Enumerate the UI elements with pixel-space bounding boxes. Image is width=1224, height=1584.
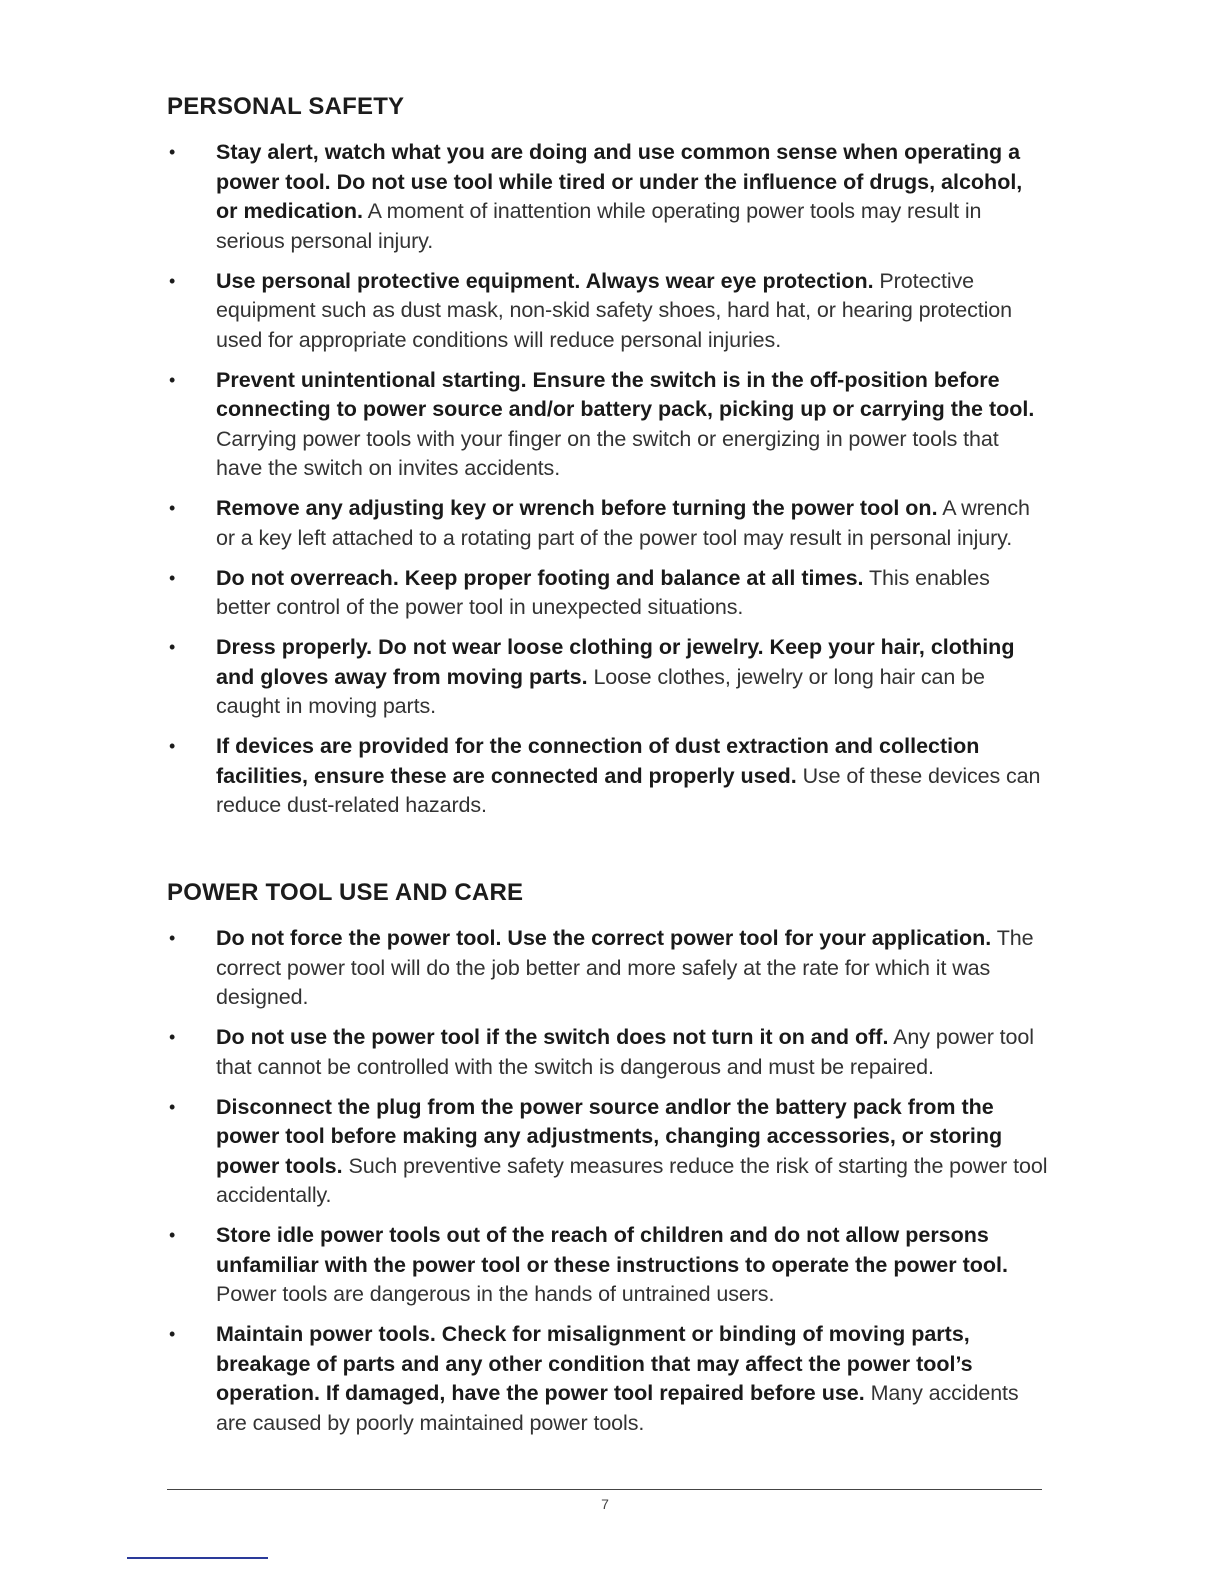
item-body-text: The correct power tool will do the job better and more safely at the rate for which it was designed. bbox=[216, 926, 1034, 1009]
item-body-text: Use of these devices can reduce dust-related hazards. bbox=[216, 763, 1041, 817]
list-item bbox=[167, 494, 1048, 553]
bullet-icon: • bbox=[169, 1324, 176, 1344]
bullet-icon: • bbox=[169, 142, 176, 162]
list-item bbox=[167, 1320, 1048, 1438]
item-body-text: Power tools are dangerous in the hands of untrained users. bbox=[216, 1282, 775, 1306]
list-item bbox=[167, 1221, 1048, 1310]
bullet-icon: • bbox=[169, 270, 176, 291]
bullet-icon: • bbox=[169, 369, 176, 390]
item-body-text: Protective equipment such as dust mask, non-skid safety shoes, hard hat, or hearing protection used for appropriate conditions will reduce personal injuries. bbox=[216, 268, 1013, 352]
blue-line-mark bbox=[127, 1557, 268, 1559]
item-body-text: Such preventive safety measures reduce the risk of starting the power tool accidentally. bbox=[216, 1153, 1048, 1207]
item-body-text: Carrying power tools with your finger on the switch or energizing in power tools that have the switch on invites accidents. bbox=[216, 426, 999, 480]
item-bold-text: Maintain power tools. Check for misalignment or binding of moving parts, breakage of parts and any other condition that may affect the power tool’s operation. If damaged, have the power tool repaired before use. bbox=[216, 1322, 973, 1405]
item-body-text: A moment of inattention while operating power tools may result in serious personal injury. bbox=[216, 199, 982, 253]
item-bold-text: Stay alert, watch what you are doing and use common sense when operating a power tool. Do not use tool while tired or under the influence of drugs, alcohol, or medication. bbox=[216, 140, 1023, 223]
item-bold-text: Remove any adjusting key or wrench before turning the power tool on. bbox=[216, 496, 938, 520]
item-body-text: Many accidents are caused by poorly maintained power tools. bbox=[216, 1381, 1019, 1435]
bullet-icon: • bbox=[169, 567, 176, 588]
list-item bbox=[167, 564, 1048, 623]
bullet-icon: • bbox=[169, 498, 176, 518]
item-bold-text: If devices are provided for the connection of dust extraction and collection facilities, ensure these are connected and properly used. bbox=[216, 734, 980, 788]
bullet-list bbox=[167, 924, 1047, 1438]
bullet-list bbox=[167, 138, 1047, 821]
item-bold-text: Prevent unintentional starting. Ensure the switch is in the off-position before connecting to power source and/or battery pack, picking up or carrying the tool. bbox=[216, 367, 1035, 421]
footer-rule bbox=[167, 1489, 1042, 1490]
item-body-text: A wrench or a key left attached to a rotating part of the power tool may result in personal injury. bbox=[216, 496, 1030, 550]
list-item bbox=[167, 924, 1048, 1013]
section-power-tool-use-and-care bbox=[167, 878, 1047, 1449]
bullet-icon: • bbox=[169, 928, 176, 948]
list-item bbox=[167, 267, 1048, 356]
list-item bbox=[167, 138, 1048, 256]
section-heading: PERSONAL SAFETY bbox=[167, 93, 405, 120]
list-item bbox=[167, 1023, 1048, 1082]
item-body-text: Loose clothes, jewelry or long hair can be caught in moving parts. bbox=[216, 664, 985, 718]
item-bold-text: Do not use the power tool if the switch does not turn it on and off. bbox=[216, 1025, 889, 1049]
item-body-text: This enables better control of the power tool in unexpected situations. bbox=[216, 565, 990, 619]
bullet-icon: • bbox=[169, 637, 176, 657]
item-bold-text: Do not overreach. Keep proper footing and balance at all times. bbox=[216, 565, 864, 590]
list-item bbox=[167, 366, 1048, 484]
list-item bbox=[167, 732, 1048, 821]
list-item bbox=[167, 633, 1048, 722]
page-number: 7 bbox=[601, 1496, 609, 1512]
bullet-icon: • bbox=[169, 736, 176, 756]
item-bold-text: Disconnect the plug from the power source andlor the battery pack from the power tool before making any adjustments, changing accessories, or storing power tools. bbox=[216, 1094, 1003, 1178]
section-personal-safety bbox=[167, 92, 1047, 831]
item-bold-text: Store idle power tools out of the reach of children and do not allow persons unfamiliar with the power tool or these instructions to operate the power tool. bbox=[216, 1223, 1008, 1277]
section-heading: POWER TOOL USE AND CARE bbox=[167, 879, 524, 906]
item-bold-text: Dress properly. Do not wear loose clothing or jewelry. Keep your hair, clothing and gloves away from moving parts. bbox=[216, 635, 1015, 689]
item-body-text: Any power tool that cannot be controlled with the switch is dangerous and must be repaired. bbox=[216, 1025, 1034, 1079]
bullet-icon: • bbox=[169, 1096, 176, 1117]
bullet-icon: • bbox=[169, 1225, 176, 1245]
list-item bbox=[167, 1093, 1048, 1211]
bullet-icon: • bbox=[169, 1027, 176, 1047]
item-bold-text: Do not force the power tool. Use the correct power tool for your application. bbox=[216, 926, 992, 950]
item-bold-text: Use personal protective equipment. Always wear eye protection. bbox=[216, 268, 874, 293]
